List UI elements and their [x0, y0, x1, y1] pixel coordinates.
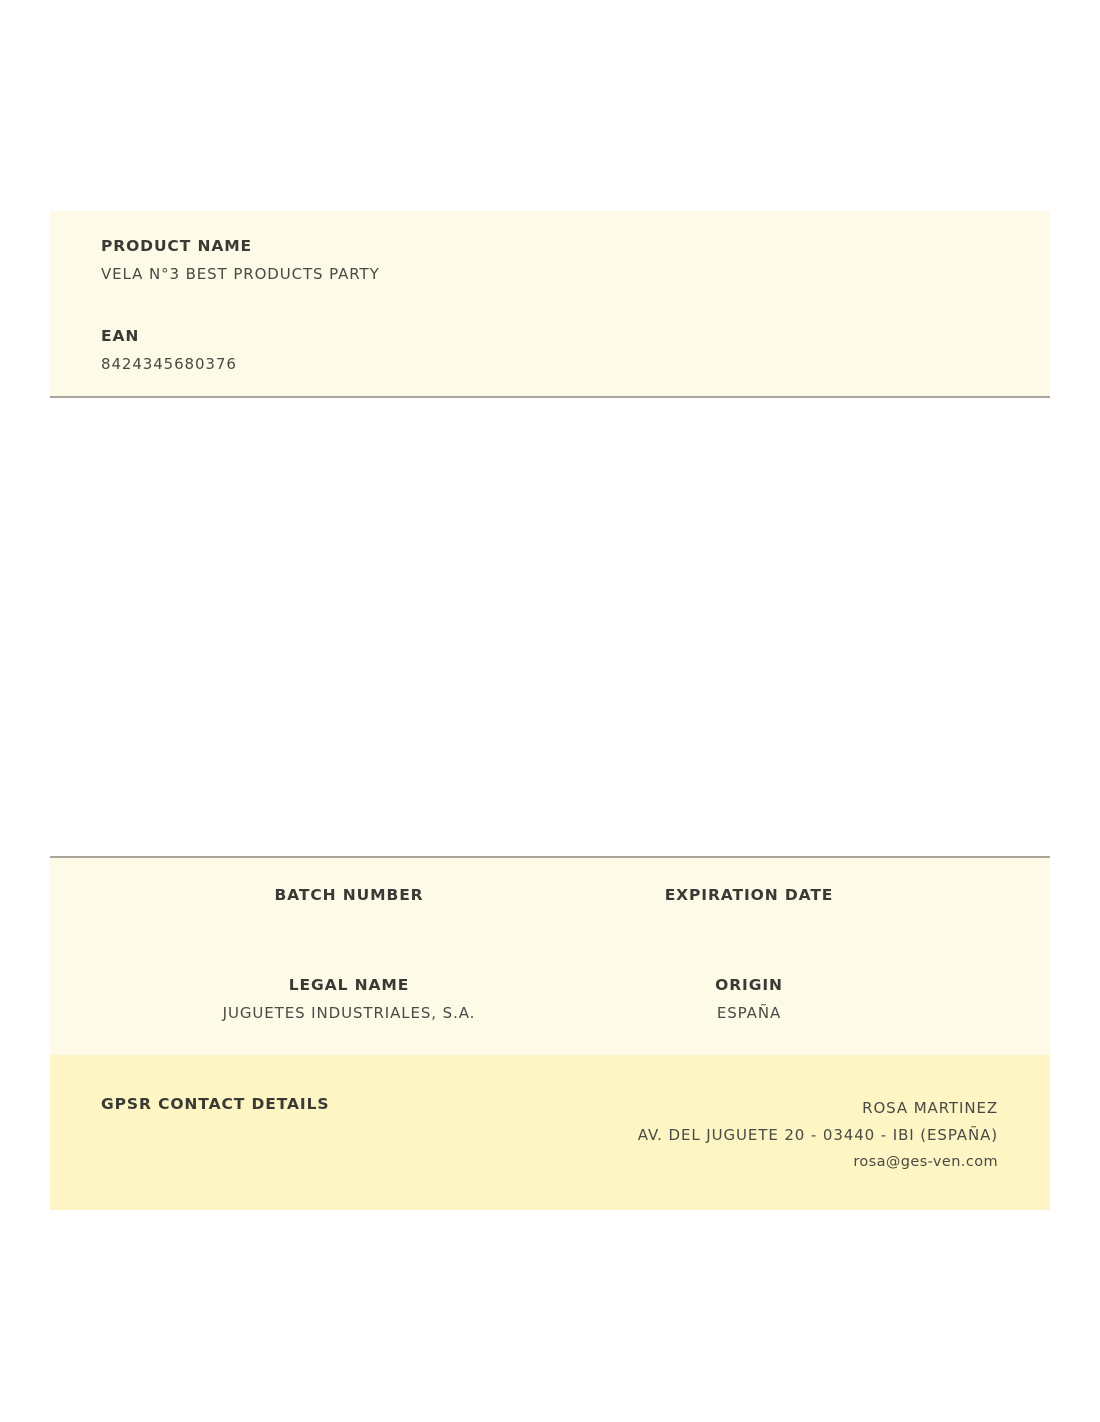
product-name-label: PRODUCT NAME [101, 237, 253, 255]
legal-name-value: JUGUETES INDUSTRIALES, S.A. [222, 1004, 476, 1022]
contact-name: ROSA MARTINEZ [862, 1099, 998, 1117]
product-name-field [101, 237, 380, 283]
contact-email: rosa@ges-ven.com [853, 1154, 998, 1170]
expiration-date-field [549, 886, 949, 914]
batch-number-label: BATCH NUMBER [274, 886, 424, 904]
product-name-value: VELA N°3 BEST PRODUCTS PARTY [101, 265, 380, 283]
product-details-panel [50, 856, 1050, 1057]
legal-name-field [149, 976, 549, 1022]
origin-field [549, 976, 949, 1022]
origin-label: ORIGIN [715, 976, 783, 994]
gpsr-contact-block [638, 1095, 998, 1176]
contact-address: AV. DEL JUGUETE 20 - 03440 - IBI (ESPAÑA) [637, 1126, 998, 1144]
gpsr-title: GPSR CONTACT DETAILS [101, 1095, 330, 1113]
gpsr-contact-panel [50, 1055, 1050, 1210]
origin-value: ESPAÑA [716, 1004, 782, 1022]
expiration-date-label: EXPIRATION DATE [664, 886, 834, 904]
legal-name-label: LEGAL NAME [288, 976, 410, 994]
ean-label: EAN [101, 327, 140, 345]
ean-field [101, 327, 237, 373]
product-info-panel [50, 211, 1050, 398]
batch-number-field [149, 886, 549, 914]
ean-value: 8424345680376 [101, 355, 237, 373]
